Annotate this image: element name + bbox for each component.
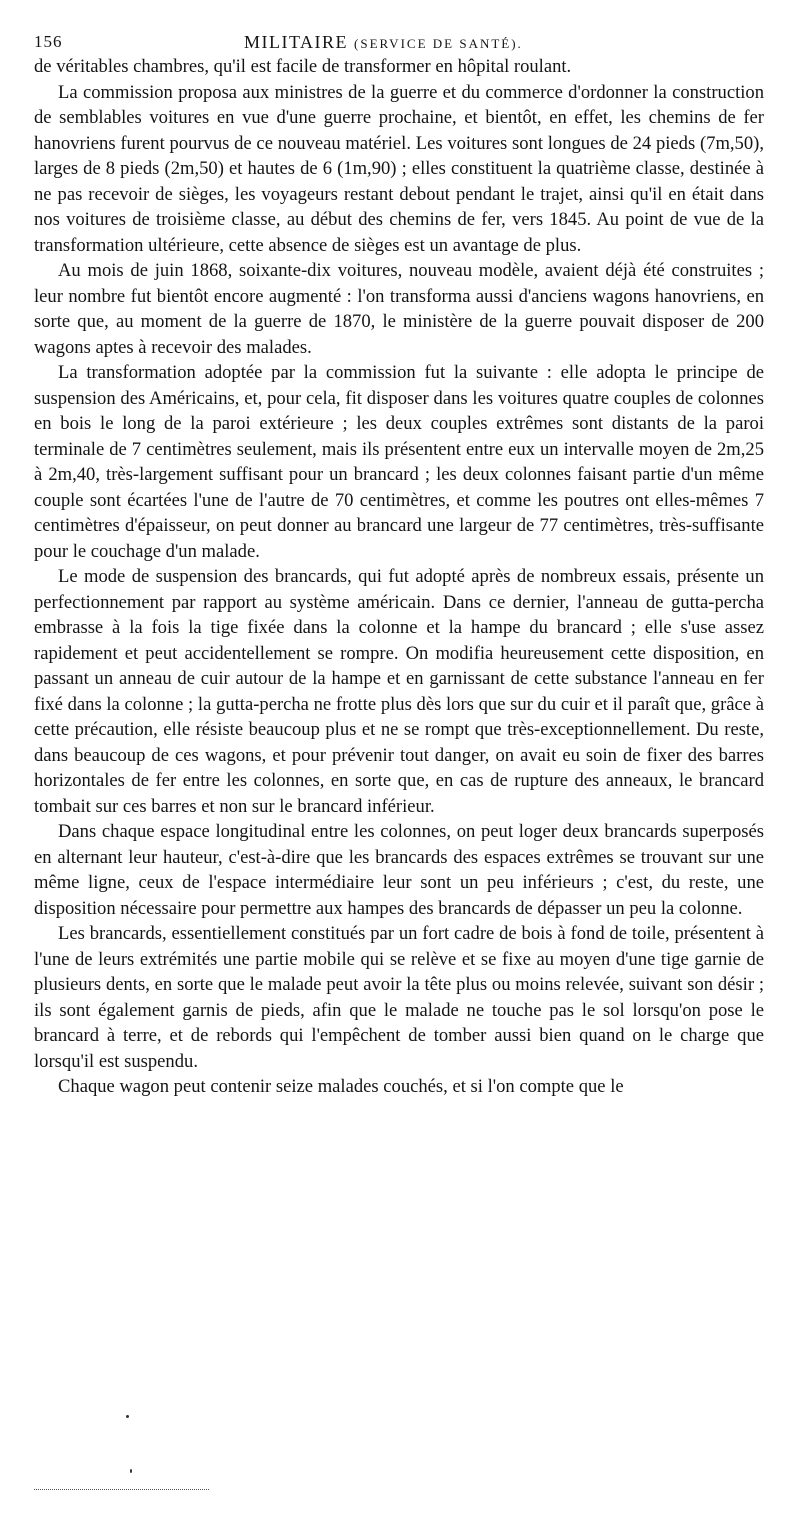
speck [130,1469,132,1473]
running-header [34,26,764,54]
book-page [34,26,764,1100]
dotted-rule [34,1489,209,1490]
body-text [34,54,764,1100]
paragraph: de véritables chambres, qu'il est facile de transformer en hôpital roulant. [34,56,572,77]
paragraph: Les brancards, essentiellement constitués par un fort cadre de bois à fond de toile, présentent à l'une de leurs extrémités une partie mobile qui se relève et se fixe au moyen d'une tige garnie de plusieurs dents, en sorte que le malade peut avoir la tête plus ou moins relevée, suivant son désir ; ils sont également garnis de pieds, afin que le malade ne touche pas le sol lorsqu'on pose le brancard à terre, et de rebords qui l'empêchent de tomber aussi bien quand on le charge que lorsqu'il est suspendu. [34,923,764,1072]
paragraph: Chaque wagon peut contenir seize malades couchés, et si l'on compte que le [58,1076,624,1097]
page-number: 156 [34,32,63,51]
speck [126,1415,129,1418]
paragraph: Le mode de suspension des brancards, qui fut adopté après de nombreux essais, présente un perfectionnement par rapport au système américain. Dans ce dernier, l'anneau de gutta-percha embrasse à la fois la tige fixée dans la colonne et la hampe du brancard ; elle s'use assez rapidement et peut accidentellement se rompre. On modifia heureusement cette disposition, en passant un anneau de cuir autour de la hampe et en garnissant de cette substance l'anneau en fer fixé dans la colonne ; la gutta-percha ne frotte plus dès lors que sur du cuir et il paraît que, grâce à cette précaution, elle résiste beaucoup plus et ne se rompt que très-exceptionnellement. Du reste, dans beaucoup de ces wagons, et pour prévenir tout danger, on avait eu soin de fixer des barres horizontales de fer entre les colonnes, en sorte que, en cas de rupture des anneaux, le brancard tombait sur ces barres et non sur le brancard inférieur. [34,566,764,817]
running-title [244,32,523,53]
running-title-main: MILITAIRE [244,32,349,52]
running-title-sub: (SERVICE DE SANTÉ). [354,36,523,51]
print-specks [34,1405,334,1505]
paragraph: La commission proposa aux ministres de la guerre et du commerce d'ordonner la construction de semblables voitures en vue d'une guerre prochaine, et bientôt, en effet, les chemins de fer hanovriens furent pourvus de ce nouveau matériel. Les voitures sont longues de 24 pieds (7m,50), larges de 8 pieds (2m,50) et hautes de 6 (1m,90) ; elles constituent la quatrième classe, destinée à ne pas recevoir de sièges, les voyageurs restant debout pendant le trajet, ainsi qu'il en était dans nos voitures de troisième classe, au début des chemins de fer, vers 1845. Au point de vue de la transformation ultérieure, cette absence de sièges est un avantage de plus. [34,81,764,256]
paragraph: La transformation adoptée par la commission fut la suivante : elle adopta le principe de suspension des Américains, et, pour cela, fit disposer dans les voitures quatre couples de colonnes en bois le long de la paroi extérieure ; les deux couples extrêmes sont distants de la paroi terminale de 7 centimètres seulement, mais ils présentent entre eux un intervalle moyen de 2m,25 à 2m,40, très-largement suffisant pour un brancard ; les deux colonnes faisant partie d'un même couple sont écartées l'une de l'autre de 70 centimètres, et comme les poutres ont elles-mêmes 7 centimètres d'épaisseur, on peut donner au brancard une largeur de 77 centimètres, très-suffisante pour le couchage d'un malade. [34,362,764,562]
paragraph: Au mois de juin 1868, soixante-dix voitures, nouveau modèle, avaient déjà été construites ; leur nombre fut bientôt encore augmenté : l'on transforma aussi d'anciens wagons hanovriens, en sorte que, au moment de la guerre de 1870, le ministère de la guerre pouvait disposer de 200 wagons aptes à recevoir des malades. [34,260,764,358]
paragraph: Dans chaque espace longitudinal entre les colonnes, on peut loger deux brancards superposés en alternant leur hauteur, c'est-à-dire que les brancards des espaces extrêmes se trouvant sur une même ligne, ceux de l'espace intermédiaire leur sont un peu inférieurs ; c'est, du reste, une disposition nécessaire pour permettre aux hampes des brancards de dépasser un peu la colonne. [34,821,764,919]
